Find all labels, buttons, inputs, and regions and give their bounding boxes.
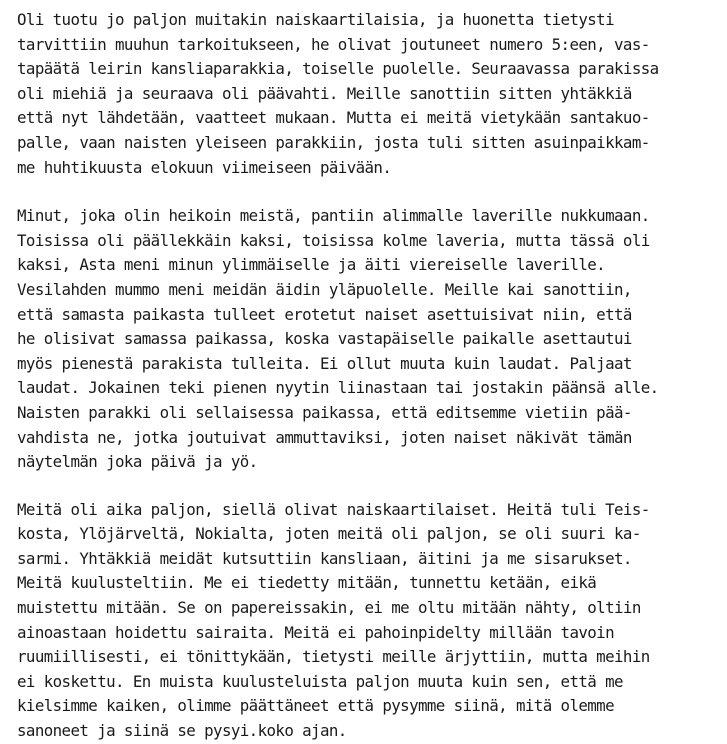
text-line: oli miehiä ja seuraava oli päävahti. Meille sanottiin sitten yhtäkkiä [17, 83, 632, 103]
text-line: myös pienestä parakista tulleita. Ei ollut muuta kuin laudat. Paljaat [17, 353, 632, 373]
typewritten-page [17, 8, 723, 744]
text-line: näytelmän joka päivä ja yö. [17, 452, 258, 472]
paragraph-1 [17, 8, 723, 180]
paragraph-spacer [17, 475, 723, 498]
text-line: Minut, joka olin heikoin meistä, pantiin alimmalle laverille nukkumaan. [17, 206, 650, 226]
text-line: Naisten parakki oli sellaisessa paikassa, että editsemme vietiin pää- [17, 402, 632, 422]
text-line: kosta, Ylöjärveltä, Nokialta, joten meitä oli paljon, se oli suuri ka- [17, 524, 641, 544]
text-line: vahdista ne, jotka joutuivat ammuttaviksi, joten naiset näkivät tämän [17, 427, 632, 447]
text-line: laudat. Jokainen teki pienen nyytin liinastaan tai jostakin päänsä alle. [17, 378, 659, 398]
text-line: ainoastaan hoidettu sairaita. Meitä ei pahoinpidelty millään tavoin [17, 622, 615, 642]
text-line: kielsimme kaiken, olimme päättäneet että pysymme siinä, mitä olemme [17, 696, 615, 716]
text-line: tarvittiin muuhun tarkoitukseen, he olivat joutuneet numero 5:een, vas- [17, 34, 650, 54]
text-line: Oli tuotu jo paljon muitakin naiskaartilaisia, ja huonetta tietysti [17, 10, 615, 29]
paragraph-3 [17, 498, 723, 744]
text-line: että nyt lähdetään, vaatteet mukaan. Mutta ei meitä vietykään santakuo- [17, 108, 650, 128]
text-line: Toisissa oli päällekkäin kaksi, toisissa kolme laveria, mutta tässä oli [17, 230, 650, 250]
text-line: he olisivat samassa paikassa, koska vastapäiselle paikalle asettautui [17, 329, 632, 349]
paragraph-2 [17, 204, 723, 475]
text-line: tapäätä leirin kansliaparakkia, toiselle puolelle. Seuraavassa parakissa [17, 59, 659, 79]
text-line: että samasta paikasta tulleet erotetut naiset asettuisivat niin, että [17, 304, 632, 324]
paragraph-spacer [17, 180, 723, 204]
text-line: kaksi, Asta meni minun ylimmäiselle ja äiti viereiselle laverille. [17, 255, 606, 275]
text-line: Meitä oli aika paljon, siellä olivat naiskaartilaiset. Heitä tuli Teis- [17, 499, 650, 519]
text-line: muistettu mitään. Se on papereissakin, ei me oltu mitään nähty, oltiin [17, 598, 641, 618]
text-line: me huhtikuusta elokuun viimeiseen päivään. [17, 157, 392, 177]
text-line: palle, vaan naisten yleiseen parakkiin, josta tuli sitten asuinpaikkam- [17, 132, 650, 152]
text-line: ei koskettu. En muista kuulusteluista paljon muuta kuin sen, että me [17, 671, 623, 691]
text-line: sarmi. Yhtäkkiä meidät kutsuttiin kansliaan, äitini ja me sisarukset. [17, 548, 632, 568]
text-line: Vesilahden mummo meni meidän äidin yläpuolelle. Meille kai sanottiin, [17, 279, 632, 299]
text-line: ruumiillisesti, ei tönittykään, tietysti meille ärjyttiin, mutta meihin [17, 647, 650, 667]
text-line: sanoneet ja siinä se pysyi.koko ajan. [17, 721, 347, 741]
text-line: Meitä kuulusteltiin. Me ei tiedetty mitään, tunnettu ketään, eikä [17, 573, 597, 593]
